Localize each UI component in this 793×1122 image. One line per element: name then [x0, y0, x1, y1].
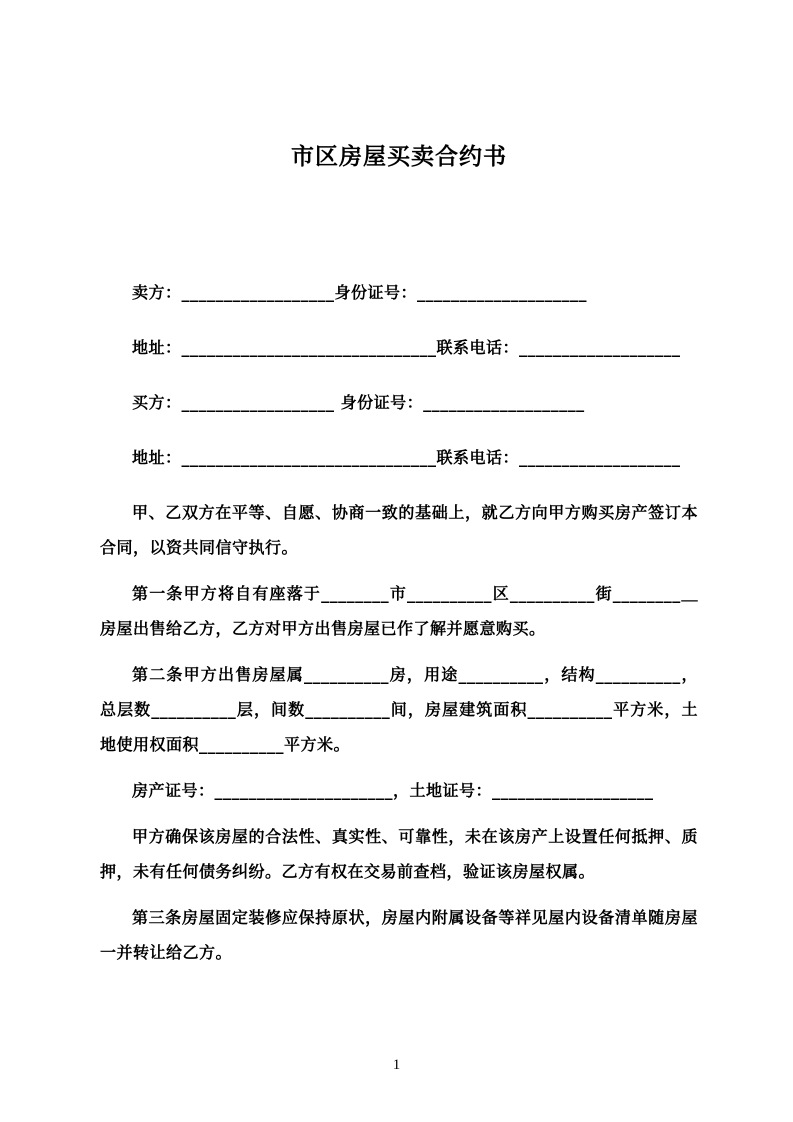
clause-2-paragraph: 第二条甲方出售房屋属__________房，用途__________，结构__________，总层数__________层，间数__________间，房屋建筑面积__________平方米，土地使用权面积__________平方米。 — [100, 665, 698, 754]
seller-address-line: 地址：______________________________联系电话：___________________ — [132, 338, 681, 357]
buyer-id-line: 买方：__________________ 身份证号：___________________ — [132, 393, 585, 412]
clause-3-paragraph: 第三条房屋固定装修应保持原状，房屋内附属设备等祥见屋内设备清单随房屋一并转让给乙方。 — [100, 908, 698, 962]
buyer-address-line: 地址：______________________________联系电话：___________________ — [132, 448, 681, 467]
preamble-paragraph: 甲、乙双方在平等、自愿、协商一致的基础上，就乙方向甲方购买房产签订本合同，以资共同信守执行。 — [100, 503, 698, 557]
certificate-numbers-line: 房产证号：_____________________，土地证号：___________________ — [132, 781, 654, 800]
document-title: 市区房屋买卖合约书 — [291, 144, 507, 170]
clause-1-paragraph: 第一条甲方将自有座落于________市__________区__________街________＿房屋出售给乙方，乙方对甲方出售房屋已作了解并愿意购买。 — [100, 584, 698, 638]
warranty-paragraph: 甲方确保该房屋的合法性、真实性、可靠性，未在该房产上设置任何抵押、质押，未有任何债务纠纷。乙方有权在交易前查档，验证该房屋权属。 — [100, 827, 698, 881]
seller-id-line: 卖方：__________________身份证号：____________________ — [132, 283, 588, 302]
contract-body — [100, 495, 698, 970]
page-number: 1 — [392, 1057, 401, 1073]
party-info-section — [100, 275, 698, 475]
